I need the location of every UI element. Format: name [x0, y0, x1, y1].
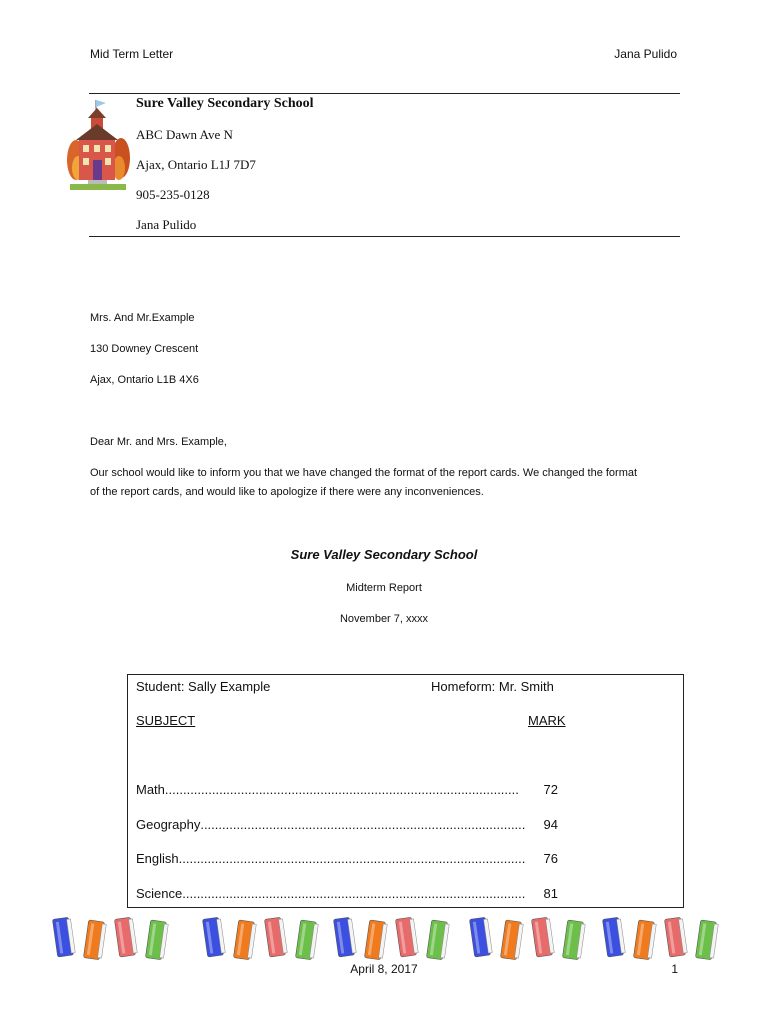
- book-icon: [467, 912, 495, 962]
- book-icon: [498, 915, 526, 965]
- report-row-math: [136, 782, 558, 797]
- header-title: Mid Term Letter: [90, 47, 174, 61]
- subject-mark: 72: [543, 782, 558, 797]
- report-row-geography: [136, 817, 558, 832]
- subject-column-header: SUBJECT: [136, 713, 196, 728]
- leader-dots: ..........................................................................................: [200, 817, 526, 832]
- book-icon: [662, 912, 690, 962]
- subject-mark: 81: [543, 886, 558, 901]
- report-homeform: Homeform: Mr. Smith: [431, 679, 554, 694]
- leader-dots: ..................................................................................................: [164, 782, 519, 797]
- report-date: November 7, xxxx: [339, 613, 429, 625]
- subject-label: Geography: [136, 817, 201, 832]
- letterhead-contact: Jana Pulido: [136, 217, 197, 232]
- letterhead-bottom-rule: [89, 236, 680, 237]
- book-icon: [231, 915, 259, 965]
- book-icon: [200, 912, 228, 962]
- letterhead-school-name: Sure Valley Secondary School: [136, 96, 314, 111]
- report-row-english: [136, 851, 558, 866]
- subject-label: Math: [136, 782, 165, 797]
- book-icon: [262, 912, 290, 962]
- recipient-city: Ajax, Ontario L1B 4X6: [90, 374, 199, 386]
- report-student: Student: Sally Example: [136, 679, 271, 694]
- letter-salutation: Dear Mr. and Mrs. Example,: [90, 436, 227, 448]
- footer-date: April 8, 2017: [350, 962, 418, 976]
- letterhead-phone: 905-235-0128: [136, 187, 210, 202]
- book-icon: [631, 915, 659, 965]
- subject-label: Science: [136, 886, 183, 901]
- book-icon: [112, 912, 140, 962]
- book-icon: [50, 912, 78, 962]
- letterhead-address-line1: ABC Dawn Ave N: [136, 127, 233, 142]
- report-card-box: [127, 674, 684, 908]
- schoolhouse-icon: [66, 98, 130, 196]
- subject-label: English: [136, 851, 179, 866]
- letterhead-address-line2: Ajax, Ontario L1J 7D7: [136, 157, 256, 172]
- leader-dots: ................................................................................................: [178, 851, 526, 866]
- letterhead-top-rule: [89, 93, 680, 94]
- report-title: Midterm Report: [346, 582, 422, 594]
- page-number: 1: [671, 962, 678, 976]
- report-row-science: [136, 886, 558, 901]
- leader-dots: ...............................................................................................: [182, 886, 526, 901]
- book-icon: [331, 912, 359, 962]
- recipient-name: Mrs. And Mr.Example: [90, 312, 195, 324]
- report-school-name: Sure Valley Secondary School: [290, 547, 478, 562]
- book-icon: [529, 912, 557, 962]
- book-icon: [293, 915, 321, 965]
- book-icon: [424, 915, 452, 965]
- mark-column-header: MARK: [528, 713, 566, 728]
- book-icon: [81, 915, 109, 965]
- subject-mark: 94: [543, 817, 558, 832]
- book-icon: [362, 915, 390, 965]
- header-author: Jana Pulido: [614, 47, 677, 61]
- book-icon: [693, 915, 721, 965]
- letter-body-line1: Our school would like to inform you that we have changed the format of the report cards. We changed the format: [90, 467, 638, 479]
- recipient-street: 130 Downey Crescent: [90, 343, 199, 355]
- book-icon: [600, 912, 628, 962]
- book-icon: [143, 915, 171, 965]
- book-icon: [393, 912, 421, 962]
- letter-body-line2: of the report cards, and would like to apologize if there were any inconveniences.: [90, 486, 484, 498]
- book-icon: [560, 915, 588, 965]
- subject-mark: 76: [543, 851, 558, 866]
